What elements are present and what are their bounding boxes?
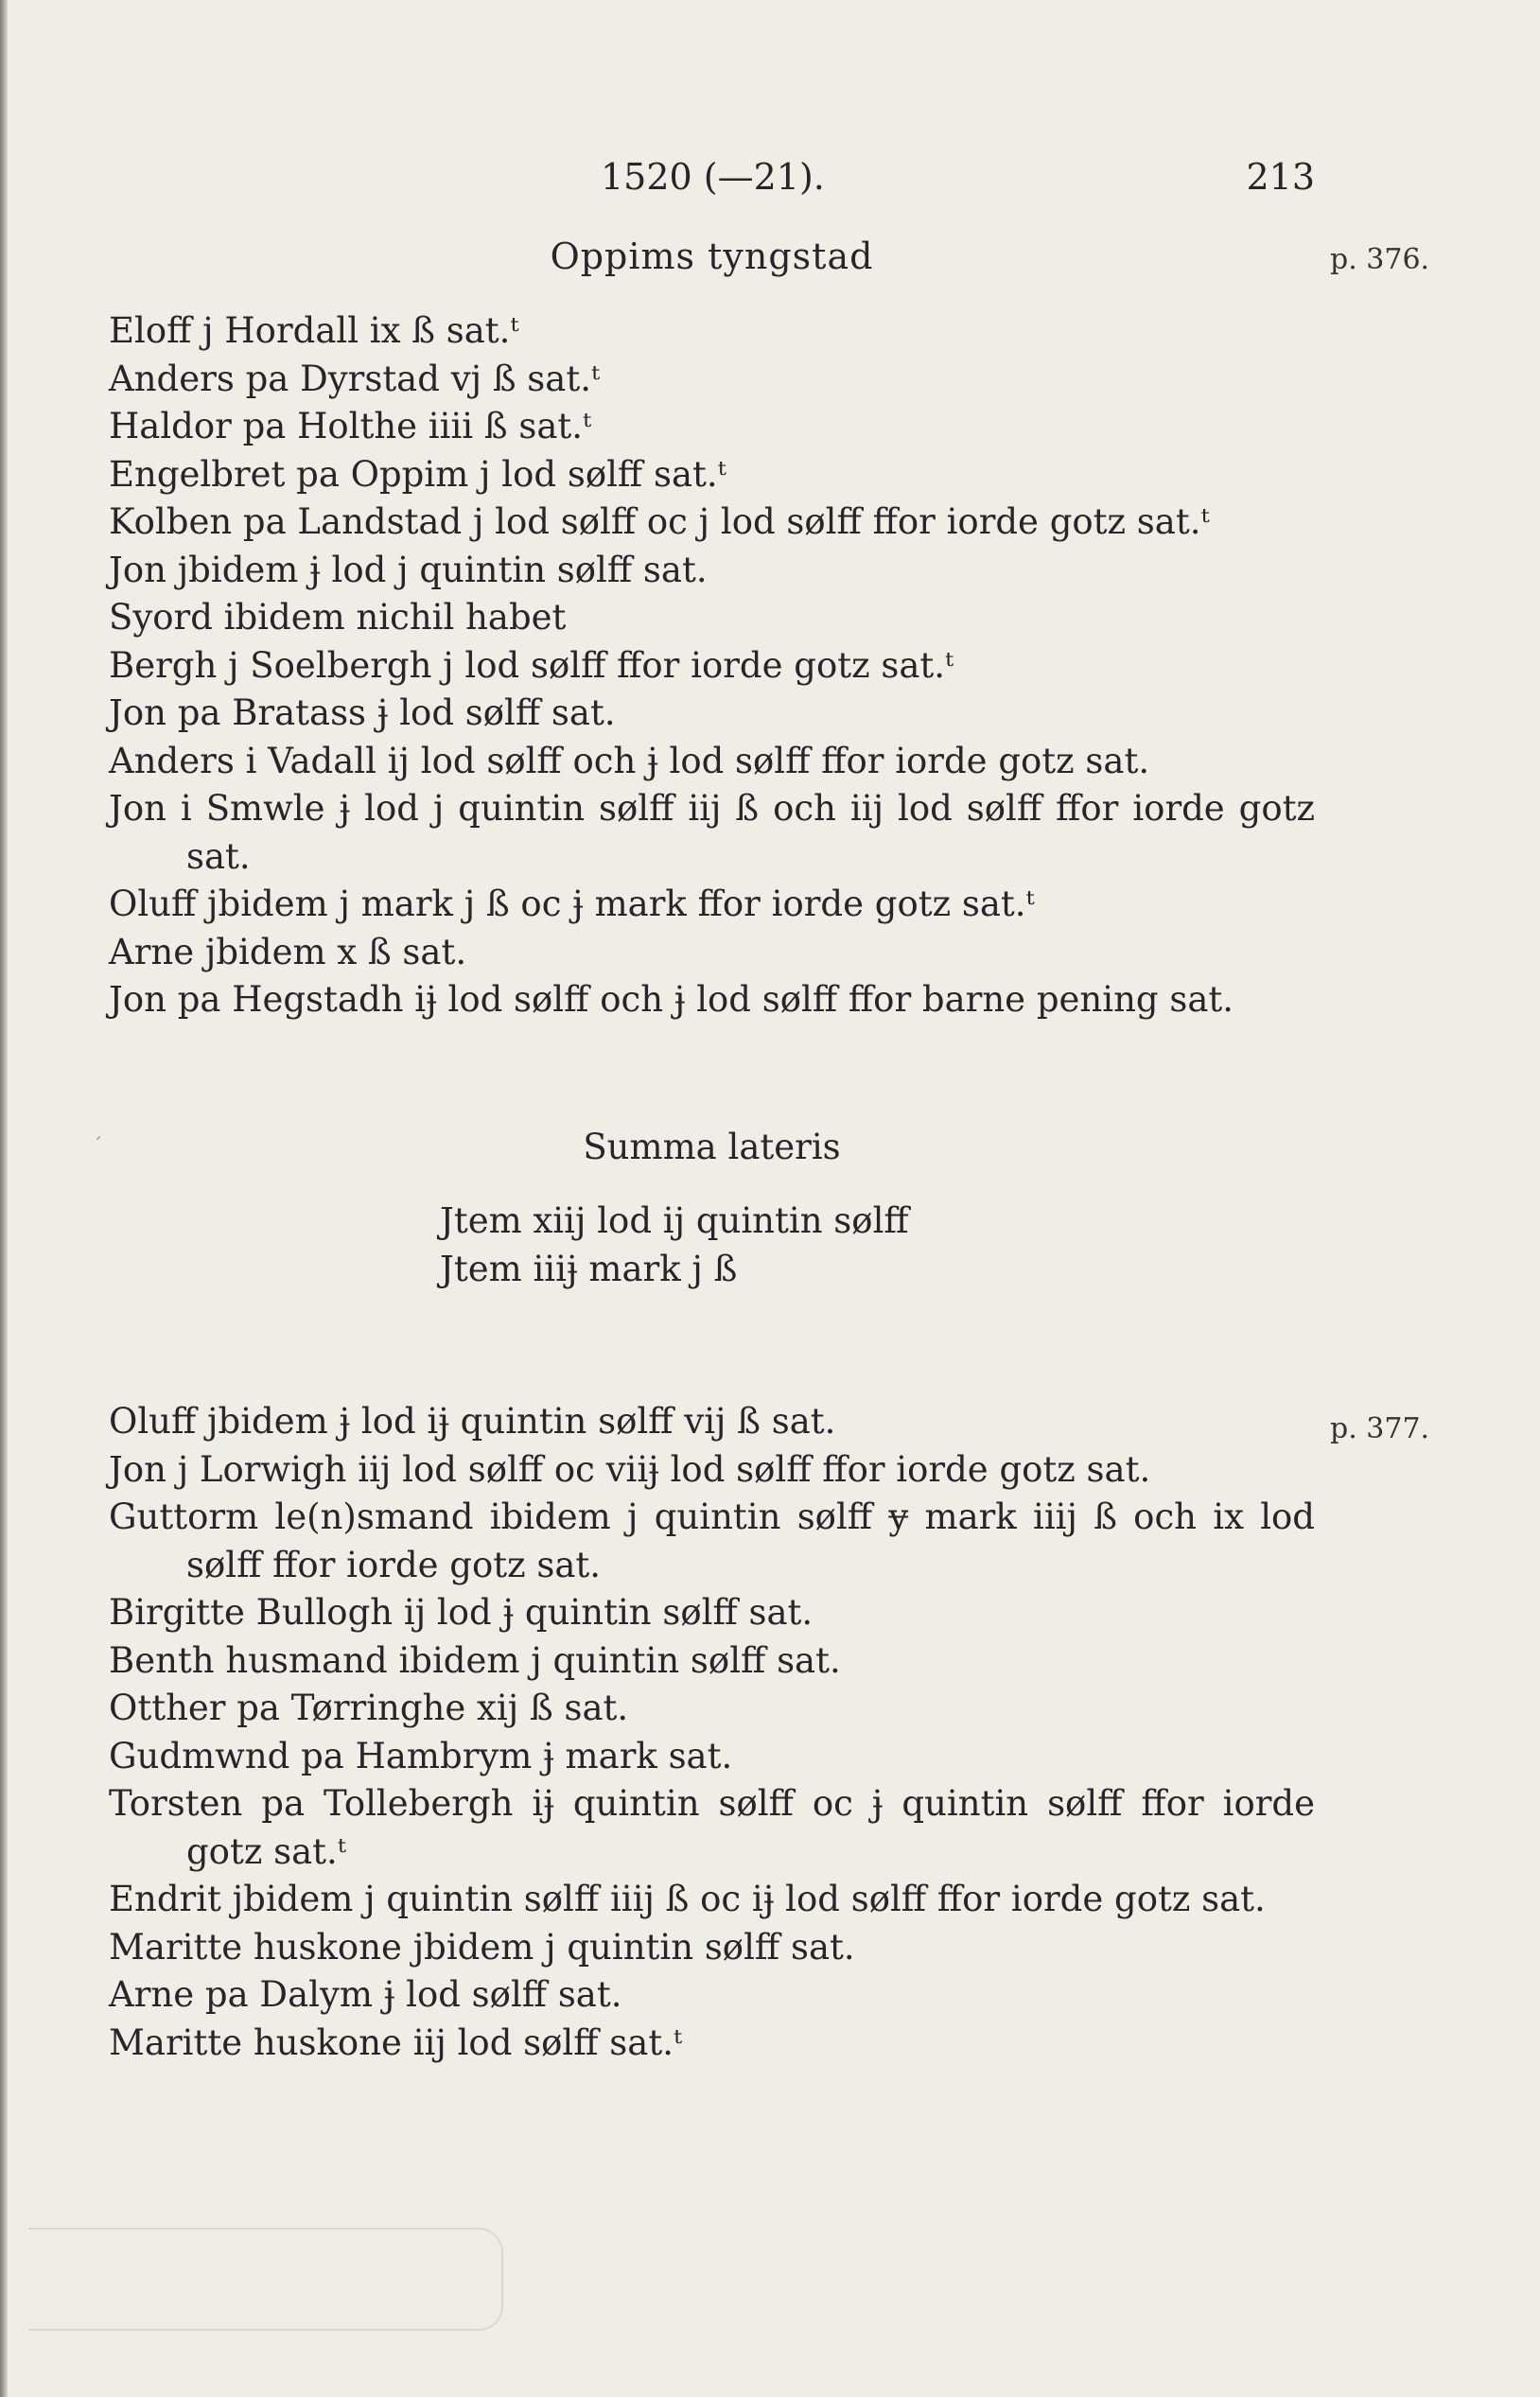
entry: Jon jbidem ɉ lod j quintin sølff sat. [109, 549, 708, 590]
summary-title: Summa lateris [583, 1127, 841, 1167]
margin-tick-mark: ˊ [93, 1133, 102, 1156]
entry: Guttorm le(n)smand ibidem j quintin sølff ɏ mark iiij ß och ix lod sølff ffor iorde gotz sat. [109, 1496, 1315, 1585]
entry: Jon j Lorwigh iij lod sølff oc viiɉ lod sølff ffor iorde gotz sat. [109, 1448, 1151, 1490]
entry: Otther pa Tørringhe xij ß sat. [109, 1688, 629, 1728]
entry: Anders pa Dyrstad vj ß sat.ᵗ [109, 358, 601, 399]
entries-list-part1 [109, 307, 1315, 1024]
entry: Maritte huskone jbidem j quintin sølff sat. [109, 1926, 855, 1968]
entry: Jon pa Hegstadh iɉ lod sølff och ɉ lod sølff ffor barne pening sat. [109, 979, 1234, 1020]
page-number: 213 [1246, 156, 1315, 198]
margin-ref-2: p. 377. [1330, 1412, 1430, 1445]
entry: Jon i Smwle ɉ lod j quintin sølff iij ß och iij lod sølff ffor iorde gotz sat. [109, 788, 1315, 877]
entry: Benth husmand ibidem j quintin sølff sat. [109, 1639, 841, 1681]
running-header [109, 156, 1315, 205]
entry: Birgitte Bullogh ij lod ɉ quintin sølff sat. [109, 1592, 814, 1633]
entry: Arne jbidem x ß sat. [109, 931, 467, 972]
summary-lines [440, 1197, 909, 1293]
section-title: Oppims tyngstad [550, 236, 874, 277]
entry: Endrit jbidem j quintin sølff iiij ß oc iɉ lod sølff ffor iorde gotz sat. [109, 1879, 1266, 1919]
entry: Arne pa Dalym ɉ lod sølff sat. [109, 1974, 622, 2015]
entry: Eloff j Hordall ix ß sat.ᵗ [109, 310, 519, 351]
entry: Oluff jbidem j mark j ß oc ɉ mark ffor iorde gotz sat.ᵗ [109, 884, 1035, 924]
header-year: 1520 (—21). [601, 156, 825, 198]
entry: Gudmwnd pa Hambrym ɉ mark sat. [109, 1735, 733, 1776]
summary-line: Jtem iiiɉ mark j ß [440, 1249, 738, 1289]
entry: Anders i Vadall ij lod sølff och ɉ lod sølff ffor iorde gotz sat. [109, 740, 1150, 781]
entry: Bergh j Soelbergh j lod sølff ffor iorde gotz sat.ᵗ [109, 644, 954, 686]
entry: Engelbret pa Oppim j lod sølff sat.ᵗ [109, 453, 726, 495]
entry: Kolben pa Landstad j lod sølff oc j lod sølff ffor iorde gotz sat.ᵗ [109, 501, 1210, 542]
margin-ref-1: p. 376. [1330, 243, 1430, 276]
entry: Maritte huskone iij lod sølff sat.ᵗ [109, 2021, 683, 2063]
entry: Jon pa Bratass ɉ lod sølff sat. [109, 692, 616, 733]
entries-list-part2 [109, 1398, 1315, 2067]
entry: Haldor pa Holthe iiii ß sat.ᵗ [109, 406, 592, 446]
entry: Syord ibidem nichil habet [109, 597, 567, 638]
summary-line: Jtem xiij lod ij quintin sølff [440, 1200, 909, 1241]
entry: Oluff jbidem ɉ lod iɉ quintin sølff vij ß sat. [109, 1401, 836, 1442]
entry: Torsten pa Tollebergh iɉ quintin sølff oc ɉ quintin sølff ffor iorde gotz sat.ᵗ [109, 1783, 1315, 1872]
